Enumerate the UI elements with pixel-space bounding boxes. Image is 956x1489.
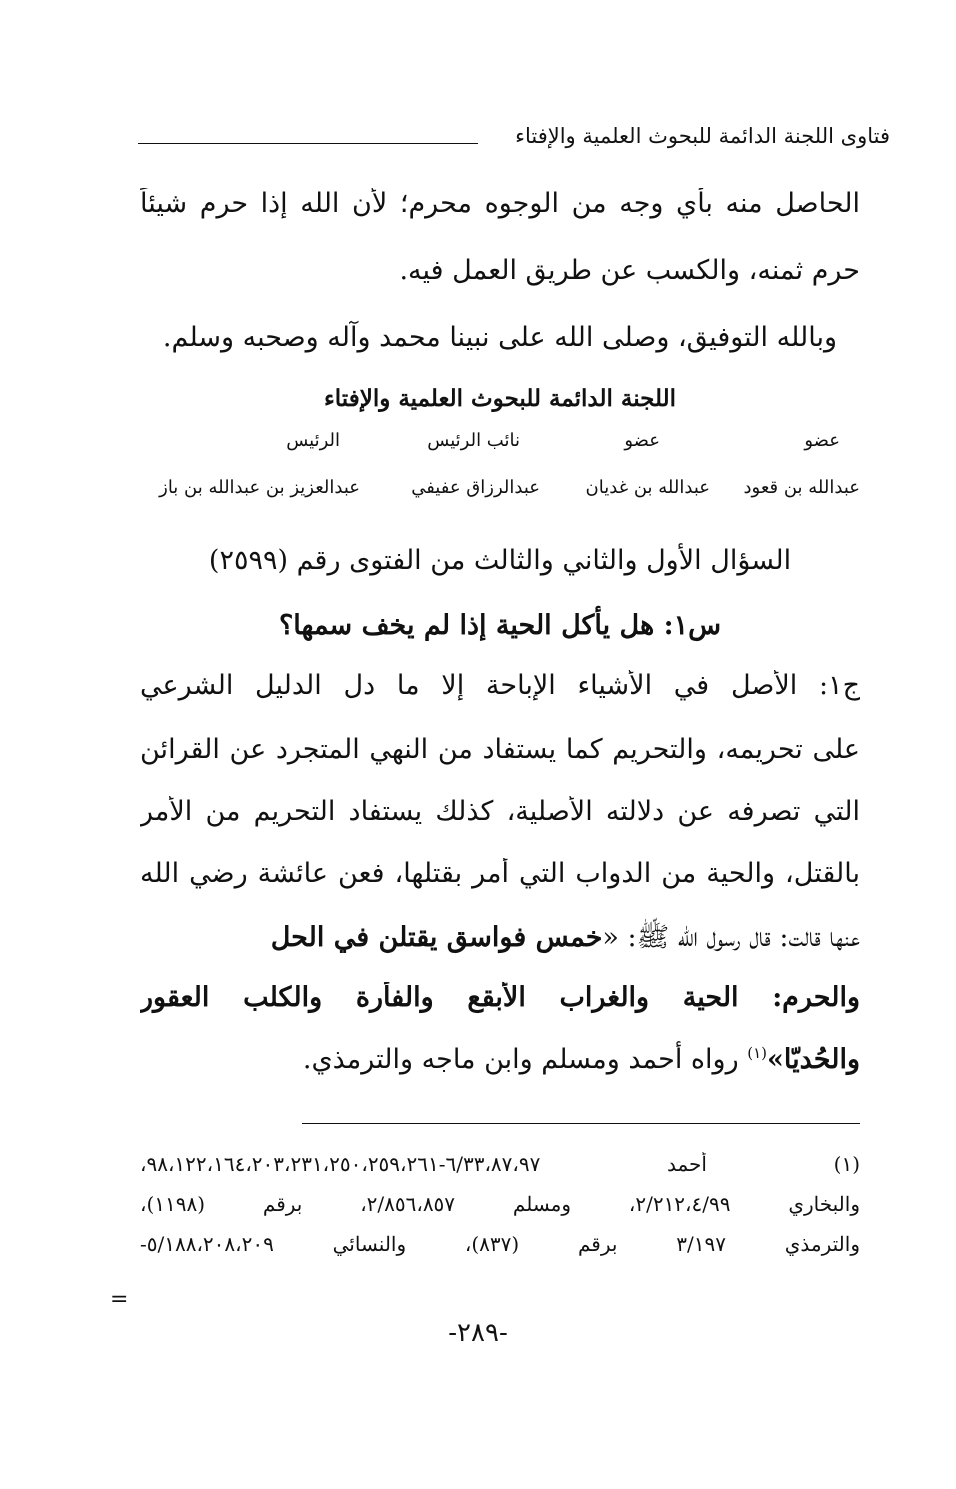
member-name: عبدالعزيز بن عبدالله بن باز [159,477,360,498]
signature-names [150,477,860,511]
member-name: عبدالرزاق عفيفي [411,477,540,498]
fatwa-heading: السؤال الأول والثاني والثالث من الفتوى رقم (٢٥٩٩) [208,545,792,576]
header-rule [138,143,478,144]
hadith-citation: رواه أحمد ومسلم وابن ماجه والترمذي. [302,1044,748,1075]
committee-name: اللجنة الدائمة للبحوث العلمية والإفتاء [323,385,677,412]
footnote-line-3: والترمذي ٣/١٩٧ برقم (٨٣٧)، والنسائي ٥/١٨٨،٢٠٨،٢٠٩- [140,1232,860,1256]
member-role: عضو [804,430,840,451]
signature-roles [150,430,860,464]
continuation-mark: = [110,1287,129,1312]
hadith-line-2: والحرم: الحية والغراب الأبقع والفأرة والكلب العقور [140,982,860,1013]
previous-answer-line-1: الحاصل منه بأي وجه من الوجوه محرم؛ لأن الله إذا حرم شيئاً [140,188,860,219]
answer-line-1: ج١: الأصل في الأشياء الإباحة إلا ما دل الدليل الشرعي [140,670,860,701]
page-number: -٢٨٩- [448,1318,508,1348]
running-header [138,124,890,164]
hadith-text-end: والحُديّا» [767,1044,860,1075]
member-name: عبدالله بن غديان [585,477,710,498]
footnote-line-1: (١) أحمد ٦/٣٣،٨٧،٩٧-٩٨،١٢٢،١٦٤،٢٠٣،٢٣١،٢٥٠،٢٥٩،٢٦١، [140,1152,860,1176]
answer-line-7 [140,1044,860,1075]
member-role: الرئيس [286,430,340,451]
member-role: عضو [624,430,660,451]
header-title: فتاوى اللجنة الدائمة للبحوث العلمية والإفتاء [515,124,890,148]
footnote-separator [302,1123,860,1124]
footnote-line-2: والبخاري ٢/٢١٢،٤/٩٩، ومسلم ٢/٨٥٦،٨٥٧، برقم (١١٩٨)، [140,1192,860,1216]
hadith-text-start: خمس فواسق يقتلن في الحل [270,922,603,953]
previous-answer-line-2: حرم ثمنه، والكسب عن طريق العمل فيه. [399,255,860,286]
answer-line-3: التي تصرفه عن دلالته الأصلية، كذلك يستفاد التحريم من الأمر [140,796,860,827]
answer-line-2: على تحريمه، والتحريم كما يستفاد من النهي المتجرد عن القرائن [140,734,860,765]
answer-line-5 [140,920,860,960]
footnote-marker: (١) [747,1044,768,1062]
answer-line-5-text: عنها قالت: قال رسول الله ﷺ: « [602,922,860,953]
question-text: س١: هل يأكل الحية إذا لم يخف سمها؟ [278,610,722,641]
member-role: نائب الرئيس [427,430,520,451]
member-name: عبدالله بن قعود [743,477,860,498]
answer-line-4: بالقتل، والحية من الدواب التي أمر بقتلها، فعن عائشة رضي الله [140,858,860,889]
closing-formula: وبالله التوفيق، وصلى الله على نبينا محمد وآله وصحبه وسلم. [162,322,838,353]
